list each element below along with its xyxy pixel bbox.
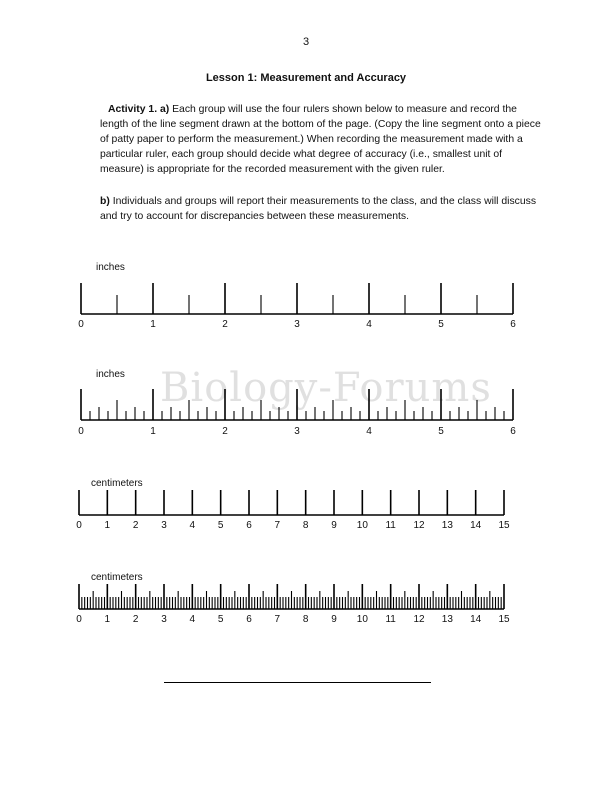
page-number: 3 <box>302 36 310 48</box>
ruler-1-tick-label: 0 <box>78 319 84 330</box>
ruler-4-tick-label: 4 <box>189 614 196 625</box>
ruler-4-unit-label: centimeters <box>91 572 143 583</box>
ruler-1-tick-label: 1 <box>150 319 156 330</box>
ruler-2-tick-label: 3 <box>294 426 300 437</box>
part-b-text: Individuals and groups will report their measurements to the class, and the class will discuss and try to account for discrepancies between these measurements. <box>100 196 537 222</box>
ruler-4-tick-label: 2 <box>132 614 139 625</box>
ruler-3-tick-label: 7 <box>274 520 281 531</box>
ruler-4-tick-label: 9 <box>331 614 337 625</box>
ruler-4-tick-label: 15 <box>498 614 510 625</box>
line-segment <box>164 682 431 683</box>
part-b-paragraph <box>100 194 545 224</box>
ruler-4-tick-label: 13 <box>441 614 453 625</box>
ruler-1-tick-label: 6 <box>510 319 516 330</box>
activity-paragraph <box>100 102 545 177</box>
ruler-4-tick-label: 10 <box>356 614 368 625</box>
ruler-3-tick-label: 13 <box>441 520 453 531</box>
ruler-3-tick-label: 11 <box>385 520 396 531</box>
ruler-3-tick-label: 12 <box>413 520 425 531</box>
ruler-1-tick-label: 2 <box>222 319 228 330</box>
ruler-3-tick-label: 15 <box>498 520 510 531</box>
ruler-2-unit-label: inches <box>96 369 125 380</box>
ruler-2-tick-label: 0 <box>78 426 84 437</box>
ruler-4-tick-label: 6 <box>246 614 252 625</box>
ruler-1-tick-label: 5 <box>438 319 444 330</box>
ruler-1-tick-label: 3 <box>294 319 300 330</box>
watermark-text: Biology-Forums <box>160 365 492 411</box>
ruler-1-unit-label: inches <box>96 262 125 273</box>
ruler-2-tick-label: 6 <box>510 426 516 437</box>
ruler-3-tick-label: 10 <box>356 520 368 531</box>
ruler-3-tick-label: 1 <box>104 520 111 531</box>
ruler-2-tick-label: 4 <box>366 426 372 437</box>
ruler-4-tick-label: 8 <box>302 614 309 625</box>
ruler-4-tick-label: 0 <box>76 614 82 625</box>
ruler-2-tick-label: 5 <box>438 426 444 437</box>
ruler-3-tick-label: 2 <box>132 520 139 531</box>
ruler-3-tick-label: 4 <box>189 520 196 531</box>
ruler-3-tick-label: 9 <box>331 520 337 531</box>
ruler-3-tick-label: 14 <box>470 520 482 531</box>
ruler-3-unit-label: centimeters <box>91 478 143 489</box>
ruler-4-tick-label: 12 <box>413 614 425 625</box>
part-b-label: b) <box>100 196 110 207</box>
ruler-3-tick-label: 0 <box>76 520 82 531</box>
ruler-3-tick-label: 5 <box>217 520 224 531</box>
ruler-4-tick-label: 7 <box>274 614 281 625</box>
lesson-title: Lesson 1: Measurement and Accuracy <box>205 72 407 84</box>
activity-label: Activity 1. a) <box>108 104 170 115</box>
ruler-2-tick-label: 1 <box>150 426 156 437</box>
ruler-4-tick-label: 5 <box>217 614 224 625</box>
ruler-3-tick-label: 6 <box>246 520 252 531</box>
ruler-4-tick-label: 14 <box>470 614 482 625</box>
ruler-4-tick-label: 3 <box>161 614 167 625</box>
watermark-logo <box>160 365 492 411</box>
ruler-3-tick-label: 3 <box>161 520 167 531</box>
ruler-2-tick-label: 2 <box>222 426 228 437</box>
ruler-4-tick-label: 1 <box>104 614 111 625</box>
ruler-1-tick-label: 4 <box>366 319 372 330</box>
ruler-4-tick-label: 11 <box>385 614 396 625</box>
ruler-3-tick-label: 8 <box>302 520 309 531</box>
activity-text: Each group will use the four rulers shown below to measure and record the length of the line segment drawn at the bottom of the page. (Copy the line segment onto a piece of patty paper to perform the measurement.) When recording the measurement made with a particular ruler, each group should decide what degree of accuracy (i.e., smallest unit of measure) is appropriate for the recorded measurement with the given ruler. <box>100 104 541 175</box>
